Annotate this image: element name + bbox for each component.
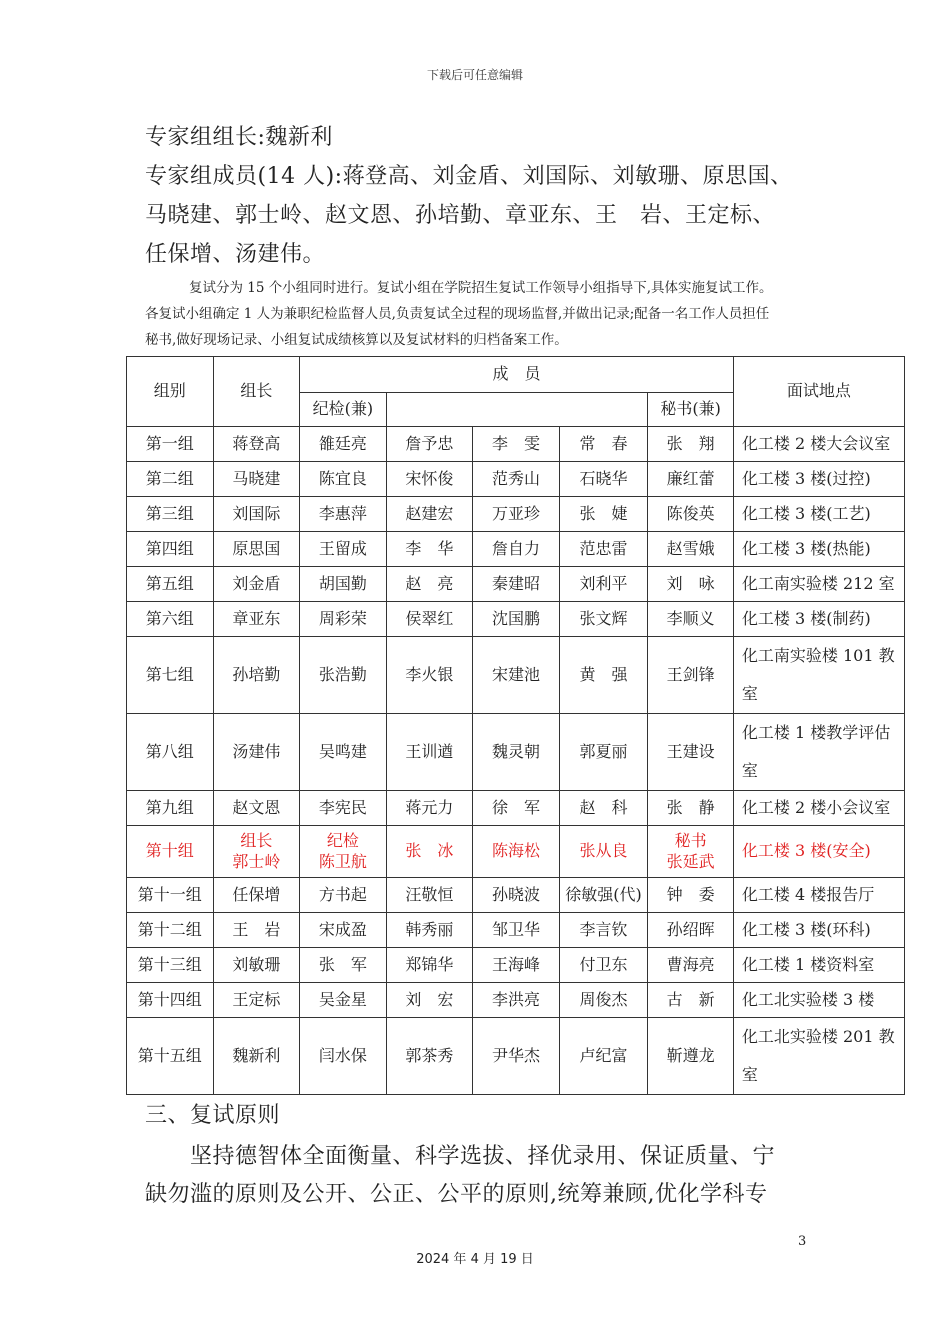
member-cell: 詹予忠 — [386, 427, 473, 462]
group-cell: 第十三组 — [127, 948, 214, 983]
member-cell: 郭夏丽 — [559, 714, 648, 791]
secretary-cell: 王建设 — [648, 714, 734, 791]
leader-cell: 刘国际 — [213, 497, 300, 532]
expert-leader-line: 专家组组长:魏新利 — [145, 125, 333, 150]
member-cell: 赵建宏 — [386, 497, 473, 532]
member-cell: 范忠雷 — [559, 532, 648, 567]
member-cell: 沈国鹏 — [473, 602, 560, 637]
group-cell: 第十一组 — [127, 878, 214, 913]
secretary-cell: 李顺义 — [648, 602, 734, 637]
location-cell: 化工楼 3 楼(环科) — [733, 913, 904, 948]
leader-cell: 原思国 — [213, 532, 300, 567]
header-members: 成 员 — [300, 357, 734, 393]
location-cell: 化工楼 3 楼(过控) — [733, 462, 904, 497]
member-cell: 王训遒 — [386, 714, 473, 791]
table-row — [127, 532, 905, 567]
secretary-cell: 刘 咏 — [648, 567, 734, 602]
member-cell: 宋建池 — [473, 637, 560, 714]
group-cell: 第十四组 — [127, 983, 214, 1018]
inspector-cell: 方书起 — [300, 878, 387, 913]
inspector-cell: 宋成盈 — [300, 913, 387, 948]
member-cell: 卢纪富 — [559, 1018, 648, 1095]
role-label: 纪检 — [326, 830, 359, 850]
table-row — [127, 714, 905, 791]
member-cell: 郭茶秀 — [386, 1018, 473, 1095]
member-cell: 赵 亮 — [386, 567, 473, 602]
member-cell: 韩秀丽 — [386, 913, 473, 948]
secretary-cell: 古 新 — [648, 983, 734, 1018]
group-cell: 第二组 — [127, 462, 214, 497]
member-cell: 张 婕 — [559, 497, 648, 532]
inspector-cell: 李惠萍 — [300, 497, 387, 532]
group-cell: 第十组 — [127, 826, 214, 878]
leader-cell: 汤建伟 — [213, 714, 300, 791]
member-cell: 孙晓波 — [473, 878, 560, 913]
secretary-cell — [648, 826, 734, 878]
secretary-cell: 张 静 — [648, 791, 734, 826]
section-3-para-line-1: 坚持德智体全面衡量、科学选拔、择优录用、保证质量、宁 — [190, 1144, 776, 1169]
member-cell: 尹华杰 — [473, 1018, 560, 1095]
member-cell: 徐 军 — [473, 791, 560, 826]
member-cell: 李言钦 — [559, 913, 648, 948]
leader-cell: 孙培勤 — [213, 637, 300, 714]
header-members-blank — [386, 393, 648, 427]
expert-members-line-1: 专家组成员(14 人):蒋登高、刘金盾、刘国际、刘敏珊、原思国、 — [145, 164, 793, 189]
leader-cell: 马晓建 — [213, 462, 300, 497]
expert-members-line-2: 马晓建、郭士岭、赵文恩、孙培勤、章亚东、王 岩、王定标、 — [145, 203, 776, 228]
location-cell: 化工楼 3 楼(安全) — [733, 826, 904, 878]
leader-cell: 章亚东 — [213, 602, 300, 637]
group-cell: 第六组 — [127, 602, 214, 637]
secretary-cell: 钟 委 — [648, 878, 734, 913]
header-group: 组别 — [127, 357, 214, 427]
member-cell: 宋怀俊 — [386, 462, 473, 497]
location-cell: 化工楼 1 楼资料室 — [733, 948, 904, 983]
expert-members-line-3: 任保增、汤建伟。 — [145, 242, 326, 267]
table-row — [127, 637, 905, 714]
group-cell: 第五组 — [127, 567, 214, 602]
member-cell: 范秀山 — [473, 462, 560, 497]
secretary-cell: 张 翔 — [648, 427, 734, 462]
inspector-cell: 闫水保 — [300, 1018, 387, 1095]
group-cell: 第十二组 — [127, 913, 214, 948]
leader-cell: 蒋登高 — [213, 427, 300, 462]
leader-cell: 刘金盾 — [213, 567, 300, 602]
group-cell: 第四组 — [127, 532, 214, 567]
header-secretary: 秘书(兼) — [648, 393, 734, 427]
header-leader: 组长 — [213, 357, 300, 427]
person-name: 陈卫航 — [318, 851, 367, 871]
member-cell: 石晓华 — [559, 462, 648, 497]
location-cell: 化工楼 3 楼(制药) — [733, 602, 904, 637]
member-cell: 李 华 — [386, 532, 473, 567]
member-cell: 周俊杰 — [559, 983, 648, 1018]
footer-date: 2024 年 4 月 19 日 — [416, 1252, 534, 1267]
person-name: 张延武 — [666, 851, 715, 871]
group-cell: 第九组 — [127, 791, 214, 826]
location-cell: 化工南实验楼 101 教室 — [733, 637, 904, 714]
section-3-title: 三、复试原则 — [145, 1103, 281, 1128]
inspector-cell: 张浩勤 — [300, 637, 387, 714]
member-cell: 张 冰 — [386, 826, 473, 878]
inspector-cell — [300, 826, 387, 878]
group-cell: 第一组 — [127, 427, 214, 462]
member-cell: 陈海松 — [473, 826, 560, 878]
table-row — [127, 826, 905, 878]
location-cell: 化工楼 3 楼(工艺) — [733, 497, 904, 532]
member-cell: 魏灵朝 — [473, 714, 560, 791]
leader-cell: 任保增 — [213, 878, 300, 913]
inspector-cell: 王留成 — [300, 532, 387, 567]
secretary-cell: 廉红蕾 — [648, 462, 734, 497]
member-cell: 张文辉 — [559, 602, 648, 637]
person-name: 郭士岭 — [232, 851, 281, 871]
leader-cell: 赵文恩 — [213, 791, 300, 826]
group-cell: 第八组 — [127, 714, 214, 791]
inspector-cell: 张 军 — [300, 948, 387, 983]
role-label: 秘书 — [674, 830, 707, 850]
table-row — [127, 983, 905, 1018]
table-row — [127, 462, 905, 497]
inspector-cell: 陈宜良 — [300, 462, 387, 497]
group-cell: 第三组 — [127, 497, 214, 532]
secretary-cell: 靳遵龙 — [648, 1018, 734, 1095]
leader-cell: 魏新利 — [213, 1018, 300, 1095]
member-cell: 秦建昭 — [473, 567, 560, 602]
secretary-cell: 孙绍晖 — [648, 913, 734, 948]
inspector-cell: 吴鸣建 — [300, 714, 387, 791]
member-cell: 邹卫华 — [473, 913, 560, 948]
leader-cell: 王 岩 — [213, 913, 300, 948]
role-label: 组长 — [240, 830, 273, 850]
inspector-cell: 吴金星 — [300, 983, 387, 1018]
group-cell: 第十五组 — [127, 1018, 214, 1095]
member-cell: 黄 强 — [559, 637, 648, 714]
leader-cell: 王定标 — [213, 983, 300, 1018]
location-cell: 化工楼 4 楼报告厅 — [733, 878, 904, 913]
secretary-cell: 赵雪娥 — [648, 532, 734, 567]
member-cell: 赵 科 — [559, 791, 648, 826]
member-cell: 刘利平 — [559, 567, 648, 602]
page-number: 3 — [798, 1234, 807, 1249]
location-cell: 化工北实验楼 3 楼 — [733, 983, 904, 1018]
member-cell: 蒋元力 — [386, 791, 473, 826]
table-row — [127, 427, 905, 462]
leader-cell: 刘敏珊 — [213, 948, 300, 983]
intro-line-2: 各复试小组确定 1 人为兼职纪检监督人员,负责复试全过程的现场监督,并做出记录;配备一名工作人员担任 — [145, 306, 770, 322]
group-cell: 第七组 — [127, 637, 214, 714]
inspector-cell: 雒廷亮 — [300, 427, 387, 462]
table-row — [127, 1018, 905, 1095]
table-row — [127, 913, 905, 948]
member-cell: 刘 宏 — [386, 983, 473, 1018]
member-cell: 李洪亮 — [473, 983, 560, 1018]
member-cell: 徐敏强(代) — [559, 878, 648, 913]
table-row — [127, 497, 905, 532]
secretary-cell: 王剑锋 — [648, 637, 734, 714]
table-row — [127, 948, 905, 983]
secretary-cell: 陈俊英 — [648, 497, 734, 532]
table-row — [127, 602, 905, 637]
member-cell: 常 春 — [559, 427, 648, 462]
intro-line-1: 复试分为 15 个小组同时进行。复试小组在学院招生复试工作领导小组指导下,具体实施复试工作。 — [189, 280, 773, 296]
member-cell: 汪敬恒 — [386, 878, 473, 913]
member-cell: 王海峰 — [473, 948, 560, 983]
table-row — [127, 567, 905, 602]
location-cell: 化工楼 3 楼(热能) — [733, 532, 904, 567]
location-cell: 化工楼 2 楼大会议室 — [733, 427, 904, 462]
location-cell: 化工北实验楼 201 教室 — [733, 1018, 904, 1095]
table-row — [127, 791, 905, 826]
header-location: 面试地点 — [733, 357, 904, 427]
member-cell: 詹自力 — [473, 532, 560, 567]
leader-cell — [213, 826, 300, 878]
header-inspector: 纪检(兼) — [300, 393, 387, 427]
location-cell: 化工楼 1 楼教学评估室 — [733, 714, 904, 791]
intro-line-3: 秘书,做好现场记录、小组复试成绩核算以及复试材料的归档备案工作。 — [145, 332, 568, 348]
inspector-cell: 胡国勤 — [300, 567, 387, 602]
member-cell: 李火银 — [386, 637, 473, 714]
member-cell: 侯翠红 — [386, 602, 473, 637]
table-row — [127, 878, 905, 913]
location-cell: 化工南实验楼 212 室 — [733, 567, 904, 602]
member-cell: 张从良 — [559, 826, 648, 878]
inspector-cell: 周彩荣 — [300, 602, 387, 637]
member-cell: 李 雯 — [473, 427, 560, 462]
section-3-para-line-2: 缺勿滥的原则及公开、公正、公平的原则,统筹兼顾,优化学科专 — [145, 1182, 768, 1207]
location-cell: 化工楼 2 楼小会议室 — [733, 791, 904, 826]
member-cell: 付卫东 — [559, 948, 648, 983]
member-cell: 万亚珍 — [473, 497, 560, 532]
secretary-cell: 曹海亮 — [648, 948, 734, 983]
group-table — [126, 356, 905, 1095]
member-cell: 郑锦华 — [386, 948, 473, 983]
inspector-cell: 李宪民 — [300, 791, 387, 826]
page-header-note: 下载后可任意编辑 — [426, 68, 523, 82]
